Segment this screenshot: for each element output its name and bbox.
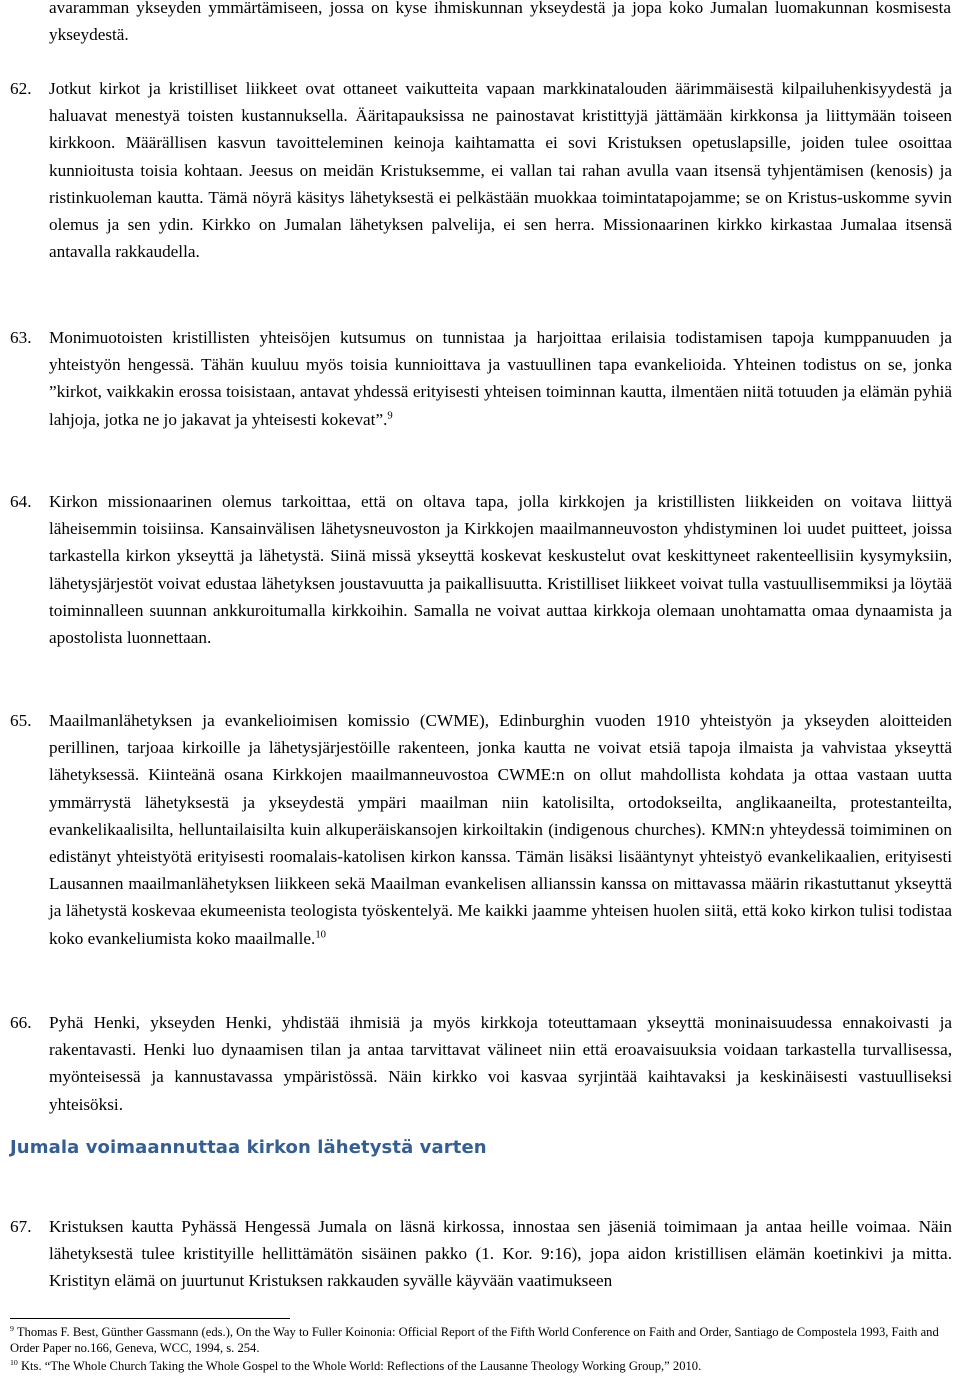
footnote-text: Kts. “The Whole Church Taking the Whole Gospel to the Whole World: Reflections of the Lausanne Theology Working Group,” 2010.	[20, 1359, 702, 1373]
paragraph-text-body: Monimuotoisten kristillisten yhteisöjen kutsumus on tunnistaa ja harjoittaa erilaisia todistamisen tapoja kumppanuuden ja yhteistyön hengessä. Tähän kuuluu myös toisia kunnioittava ja vastuullinen tapa evankelioida. Yhteinen todistus on se, jonka ”kirkot, vaikkakin erossa toisistaan, antavat yhdessä erityisesti yhteisen toiminnan kautta, ilmentäen niitä totuuden ja elämän pyhiä lahjoja, jotka ne jo jakavat ja yhteisesti kokevat”.	[49, 328, 952, 429]
paragraph-number: 66.	[10, 1013, 32, 1032]
footnote-9	[10, 1324, 955, 1357]
paragraph-number: 67.	[10, 1217, 32, 1236]
footnote-ref-9[interactable]: 9	[387, 409, 393, 421]
footnote-marker: 9	[10, 1323, 14, 1333]
footnote-divider	[10, 1318, 290, 1319]
continuation-text: avaramman ykseyden ymmärtämiseen, jossa on kyse ihmiskunnan ykseydestä ja jopa koko Jumalan luomakunnan kosmisesta ykseydestä.	[49, 0, 951, 45]
paragraph-text	[49, 707, 952, 952]
footnote-10	[10, 1358, 955, 1374]
paragraph-number: 62.	[10, 79, 32, 98]
paragraph-text	[49, 324, 952, 433]
footnote-text: Thomas F. Best, Günther Gassmann (eds.), On the Way to Fuller Koinonia: Official Report of the Fifth World Conference on Faith and Order, Santiago de Compostela 1993, Faith and Order Paper no.166, Geneva, WCC, 1994, s. 254.	[10, 1325, 939, 1356]
paragraph-text: Jotkut kirkot ja kristilliset liikkeet ovat ottaneet vaikutteita vapaan markkinatalouden äärimmäisestä kilpailuhenkisyydestä ja haluavat menestyä toisten kustannuksella. Ääritapauksissa ne painostavat kristittyjä jättämään kirkkonsa ja liittymään toiseen kirkkoon. Määrällisen kasvun tavoitteleminen keinoja kaihtamatta ei sovi Kristuksen opetuslapsille, joiden tulee osoittaa kunnioitusta toisia kohtaan. Jeesus on meidän Kristuksemme, ei vallan tai rahan avulla vaan itsensä tyhjentämisen (kenosis) ja ristinkuoleman kautta. Tämä nöyrä käsitys lähetyksestä ei pelkästään muokkaa toimintatapojamme; se on Kristus-uskomme syvin olemus ja sen ydin. Kirkko on Jumalan lähetyksen palvelija, ei sen herra. Missionaarinen kirkko kirkastaa Jumalaa itsensä antavalla rakkaudella.	[49, 79, 952, 262]
paragraph-text: Pyhä Henki, ykseyden Henki, yhdistää ihmisiä ja myös kirkkoja toteuttamaan ykseyttä moninaisuudessa ennakoivasti ja rakentavasti. Henki luo dynaamisen tilan ja antaa tarvittavat välineet niin että eroavaisuuksia voidaan tarkastella turvallisessa, myönteisessä ja kannustavassa ympäristössä. Näin kirkko voi kasvaa syrjintää kaihtavaksi ja keskinäisesti vastuulliseksi yhteisöksi.	[49, 1013, 952, 1114]
paragraph-number: 64.	[10, 492, 32, 511]
paragraph-text: Kirkon missionaarinen olemus tarkoittaa, että on oltava tapa, jolla kirkkojen ja kristillisten liikkeiden on voitava liittyä läheisemmin toisiinsa. Kansainvälisen lähetysneuvoston ja Kirkkojen maailmanneuvoston yhdistyminen loi uudet puitteet, joissa tarkastella kirkon ykseyttä ja lähetystä. Siinä missä ykseyttä koskevat keskustelut ovat keskittyneet rakenteellisiin kysymyksiin, lähetysjärjestöt voivat edustaa lähetyksen joustavuutta ja paikallisuutta. Kristilliset liikkeet voivat tulla vastuullisemmiksi ja löytää toiminnalleen suunnan ankkuroitumalla kirkkoihin. Samalla ne voivat auttaa kirkkoja olemaan unohtamatta omaa dynaamista ja apostolista luonnettaan.	[49, 492, 952, 648]
section-heading: Jumala voimaannuttaa kirkon lähetystä varten	[10, 1137, 487, 1158]
paragraph-number: 65.	[10, 711, 32, 730]
paragraph-number: 63.	[10, 328, 32, 347]
footnote-marker: 10	[10, 1357, 18, 1367]
footnote-ref-10[interactable]: 10	[315, 928, 326, 940]
paragraph-text-body: Maailmanlähetyksen ja evankelioimisen komissio (CWME), Edinburghin vuoden 1910 yhteistyön ja ykseyden aloitteiden perillinen, tarjoaa kirkoille ja lähetysjärjestöille rakenteen, jonka kautta ne voivat etsiä tapoja ilmaista ja vahvistaa ykseyttä lähetyksessä. Kiinteänä osana Kirkkojen maailmanneuvostoa CWME:n on ollut mahdollista kohdata ja ottaa vastaan uutta ymmärrystä lähetyksestä ja ykseydestä ympäri maailman niin katolisilta, ortodokseilta, anglikaaneilta, protestanteilta, evankelikaalisilta, helluntailaisilta kuin alkuperäiskansojen kirkoiltakin (indigenous churches). KMN:n yhteydessä toimiminen on edistänyt yhteistyötä erityisesti roomalais-katolisen kirkon kanssa. Tämän lisäksi lisääntynyt yhteistyö evankelikaalien, erityisesti Lausannen maailmanlähetyksen liikkeen sekä Maailman evankelisen allianssin kanssa on mittavassa määrin rikastuttanut ykseyttä ja lähetystä koskevaa ekumeenista teologista työskentelyä. Me kaikki jaamme yhteisen huolen siitä, että koko kirkon tulisi todistaa koko evankeliumista koko maailmalle.	[49, 711, 952, 948]
paragraph-text: Kristuksen kautta Pyhässä Hengessä Jumala on läsnä kirkossa, innostaa sen jäseniä toimimaan ja antaa heille voimaa. Näin lähetyksestä tulee kristityille hellittämätön sisäinen pakko (1. Kor. 9:16), jopa aidon kristillisen elämän koetinkivi ja mitta. Kristityn elämä on juurtunut Kristuksen rakkauden syvälle käyvään vaatimukseen	[49, 1217, 952, 1291]
